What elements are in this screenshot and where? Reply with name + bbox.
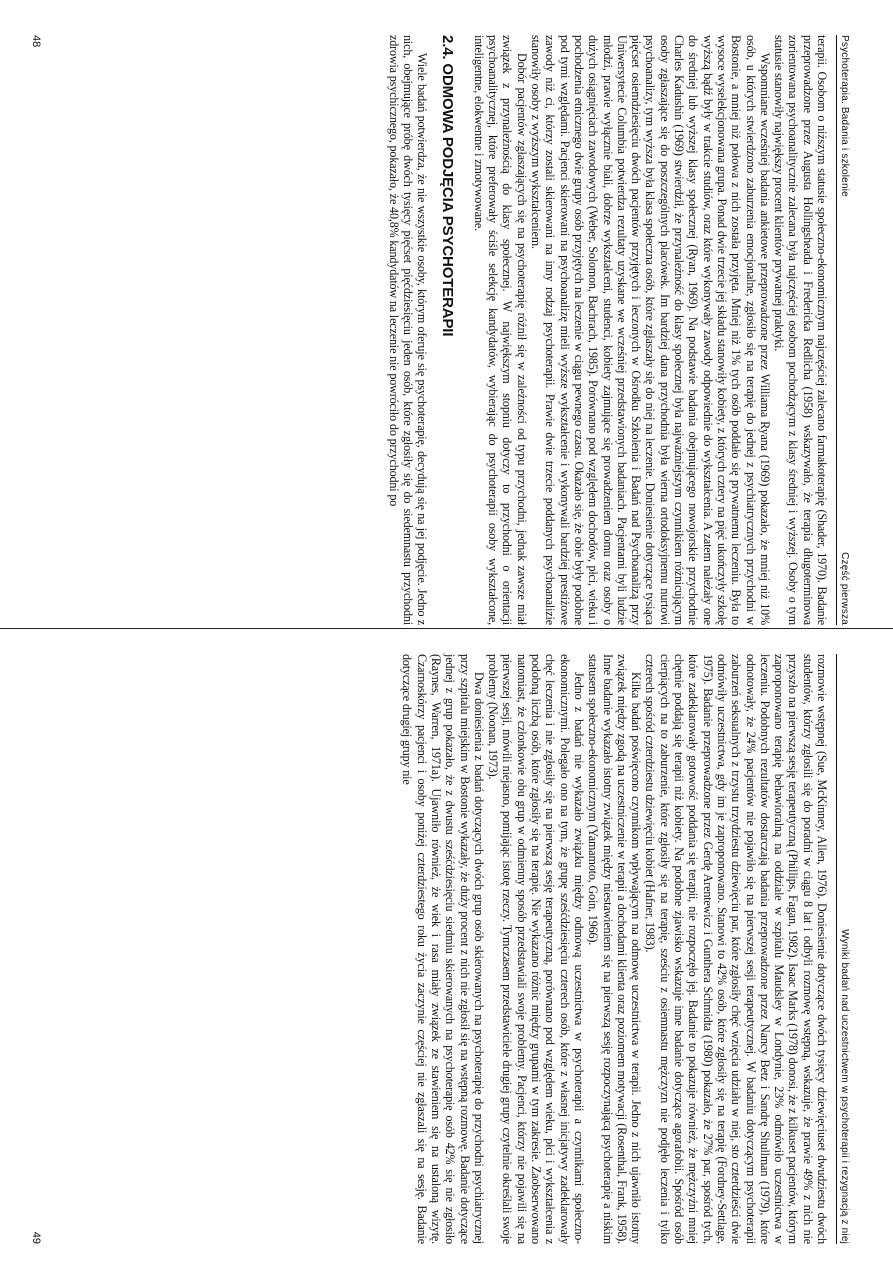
page-number: 49	[30, 1231, 42, 1244]
paragraph: terapii. Osobom o niższym statusie społeczno-ekonomicznym najczęściej zalecano farmakoterapię (Shader, 1970). Badanie przeprowadzone przez Augusta Hollingsheada i Fredericka Redlicha (1958) wskazywało, że terapia długoterminowa zorientowana psychoanalitycznie zalecana była najczęściej osobom pochodzącym z klasy średniej i wyższej. Osoby o tym statusie stanowiły największy procent klientów prywatnej praktyki.	[772, 35, 829, 625]
paragraph: Wspomniane wcześniej badania ankietowe przeprowadzone przez Williama Ryana (1969) pokazało, że mniej niż 10% osób, u których stwierdzono zaburzenia emocjonalne, zgłosiło się na terapię do jednej z psychiatrycznych przychodni w Bostonie, a mniej niż połowa z nich została przyjęta. Mniej niż 1% tych osób poddało się prywatnemu leczeniu. Była to wysoce wyselekcjonowana grupa. Ponad dwie trzecie jej składu stanowiły kobiety, z których cztery na pięć ukończyły szkołę wyższą bądź były w trakcie studiów, oraz które wykonywały zawody odpowiednie do wykształcenia. A zatem należały one do średniej lub wyższej klasy społecznej (Ryan, 1969). Na podstawie badania obejmującego nowojorskie przychodnie Charles Kadushin (1969) stwierdził, że przynależność do klasy społecznej była najważniejszym czynnikiem różnicującym osoby zgłaszające się do poszczególnych placówek. Im bardziej dana przychodnia była wierna ortodoksyjnemu nurtowi psychoanalizy, tym wyższa była klasa społeczna osób, które zgłaszały się do niej na leczenie. Doniesienie dotyczące tysiąca pięćset osiemdziesięciu dwóch pacjentów przyjętych i leczonych w Ośrodku Szkolenia i Badań nad Psychoanalizą przy Uniwersytecie Columbia potwierdza rezultaty uzyskane we wcześniej przedstawionych badaniach. Pacjentami byli ludzie młodzi, prawie wyłącznie biali, dobrze wykształceni, studenci, kobiety zajmujące się prowadzeniem domu oraz osoby o dużych osiągnięciach zawodowych (Weber, Solomon, Bachrach, 1985). Porównano pod względem dochodów, płci, wieku i pochodzenia etnicznego dwie grupy osób przyjętych na leczenie w ciągu pewnego czasu. Okazało się, że obie były podobne pod tymi względami. Pacjenci skierowani na psychoanalizę mieli wyższe wykształcenie i wykonywali bardziej prestiżowe zawody niż ci, którzy zostali skierowani na inny rodzaj psychoterapii. Prawie dwie trzecie poddanych psychoanalizie stanowiły osoby z wyższym wykształceniem.	[529, 35, 772, 625]
running-head-right: Wyniki badań nad uczestnictwem w psychoterapii i rezygnacją z niej	[839, 929, 850, 1244]
paragraph: Kilka badań poświęcono czynnikom wpływającym na odmowę uczestnictwa w terapii. Jedno z nich ujawniło istotny związek między zgodą na uczestniczenie w terapii a dochodami klienta oraz poziomem motywacji (Rosenthal, Frank, 1958). Inne badanie wykazało istotny związek między niestawieniem się na pierwszą sesję rozpoczynającą psychoterapię a niskim statusem społeczno-ekonomicznym (Yamamoto, Goin, 1966).	[586, 654, 644, 1244]
body-text	[386, 35, 829, 625]
paragraph: Dobór pacjentów zgłaszających się na psychoterapię różnił się w zależności od typu przychodni, jednak zawsze miał związek z przynależnością do klasy społecznej. W największym stopniu dotyczy to przychodni o orientacji psychoanalitycznej, które preferowały ściśle selekcję kandydatów, wybierając do psychoterapii osoby wykształcone, inteligentne, elokwentne i zmotywowane.	[471, 35, 529, 625]
page-divider	[0, 628, 893, 629]
body-text	[400, 654, 829, 1244]
section-heading: 2.4. ODMOWA PODJĘCIA PSYCHOTERAPII	[438, 35, 456, 337]
page-48	[30, 35, 850, 625]
running-head-left: Psychoterapia. Badania i szkolenie	[839, 35, 850, 197]
running-head	[836, 35, 850, 625]
page-number: 48	[30, 35, 42, 48]
page-49	[30, 654, 850, 1244]
running-head-right: Część pierwsza	[839, 552, 850, 625]
paragraph: Wiele badań potwierdza, że nie wszystkie osoby, którym oferuje się psychoterapię, decydują się na jej podjęcie. Jedno z nich, obejmujące próbę dwóch tysięcy pięćset pięćdziesięciu jeden osób, które zgłosiły się do siedemnastu przychodni zdrowia psychicznego, pokazało, że 40,8% kandydatów na leczenie nie powróciło do przychodni po	[386, 35, 430, 625]
running-head	[836, 654, 850, 1244]
paragraph: Jedno z badań nie wykazało związku między odmową uczestnictwa w psychoterapii a czynnikami społeczno-ekonomicznymi. Polegało ono na tym, że grupę sześćdziesięciu czterech osób, które z własnej inicjatywy zadeklarowały chęć leczenia i nie zgłosiły się na pierwszą sesję terapeutyczną, porównano pod względem wieku, płci i wykształcenia z podobną liczbą osób, które zgłosiły się na terapię. Nie wykazano różnic między grupami w tym zakresie. Zaobserwowano natomiast, że członkowie obu grup w odmienny sposób przedstawiali swoje problemy. Pacjenci, którzy nie pojawili się na pierwszej sesji, mówili niejasno, pomijając istotę rzeczy. Tymczasem przedstawiciele drugiej grupy czytelnie określali swoje problemy (Noonan, 1973).	[486, 654, 586, 1244]
paragraph: rozmowie wstępnej (Sue, McKinney, Allen, 1976). Doniesienie dotyczące dwóch tysięcy dziewięciuset dwudziestu dwóch studentów, którzy zgłosili się do poradni w ciągu 8 lat i odbyli rozmowę wstępną, wskazuje, że prawie 49% z nich nie przyszło na pierwszą sesję terapeutyczną (Phillips, Fagan, 1982). Isaac Marks (1978) donosi, że z kilkuset pacjentów, którym zaproponowano terapię behawioralną na oddziale w szpitalu Maudsley w Londynie, 23% odmówiło uczestnictwa w leczeniu. Podobnych rezultatów dostarczają badania przeprowadzone przez Nancy Betz i Sandrę Shullman (1979), które odnotowały, że 24% pacjentów nie pojawiło się na pierwszej sesji terapeutycznej. W badaniu dotyczącym psychoterapii zaburzeń seksualnych z trzystu trzydziestu dziewięciu par, które zgłosiły chęć wzięcia udziału w niej, sto czterdzieści dwie odmówiły uczestnictwa, gdy im je zaproponowano. Stanowi to 42% osób, które zgłosiły się na terapię (Fordney-Settlage, 1975). Badanie przeprowadzone przez Gerdę Arentewicz i Gunthera Schmidta (1980) pokazało, że 27% par, spośród tych, które zadeklarowały gotowość poddania się terapii, nie rozpoczęło jej. Badanie to pokazuje również, że mężczyźni mniej chętnie poddają się terapii niż kobiety. Na podobne zjawisko wskazuje inne badanie dotyczące agorafobii. Spośród osób cierpiących na to zaburzenie, które zgłosiły się na terapię, sześciu z osiemnastu mężczyzn nie podjęło leczenia i tylko czterech spośród czterdziestu dziewięciu kobiet (Hafner, 1983).	[643, 654, 829, 1244]
paragraph: Dwa doniesienia z badań dotyczących dwóch grup osób skierowanych na psychoterapię do przychodni psychiatrycznej przy szpitalu miejskim w Bostonie wykazały, że duży procent z nich nie zgłosił się na wstępną rozmowę. Badanie dotyczące jednej z grup pokazało, że z dwustu sześćdziesięciu siedmiu skierowanych na psychoterapię osób 42% się nie zgłosiło (Raynes, Warren, 1971a). Ujawniło również, że wiek i rasa miały związek ze stawieniem się na ustaloną wizytę. Czarnoskórzy pacjenci i osoby poniżej czterdziestego roku życia zaczynie częściej nie zgłaszali się na sesję. Badanie dotyczące drugiej grupy nie	[400, 654, 486, 1244]
